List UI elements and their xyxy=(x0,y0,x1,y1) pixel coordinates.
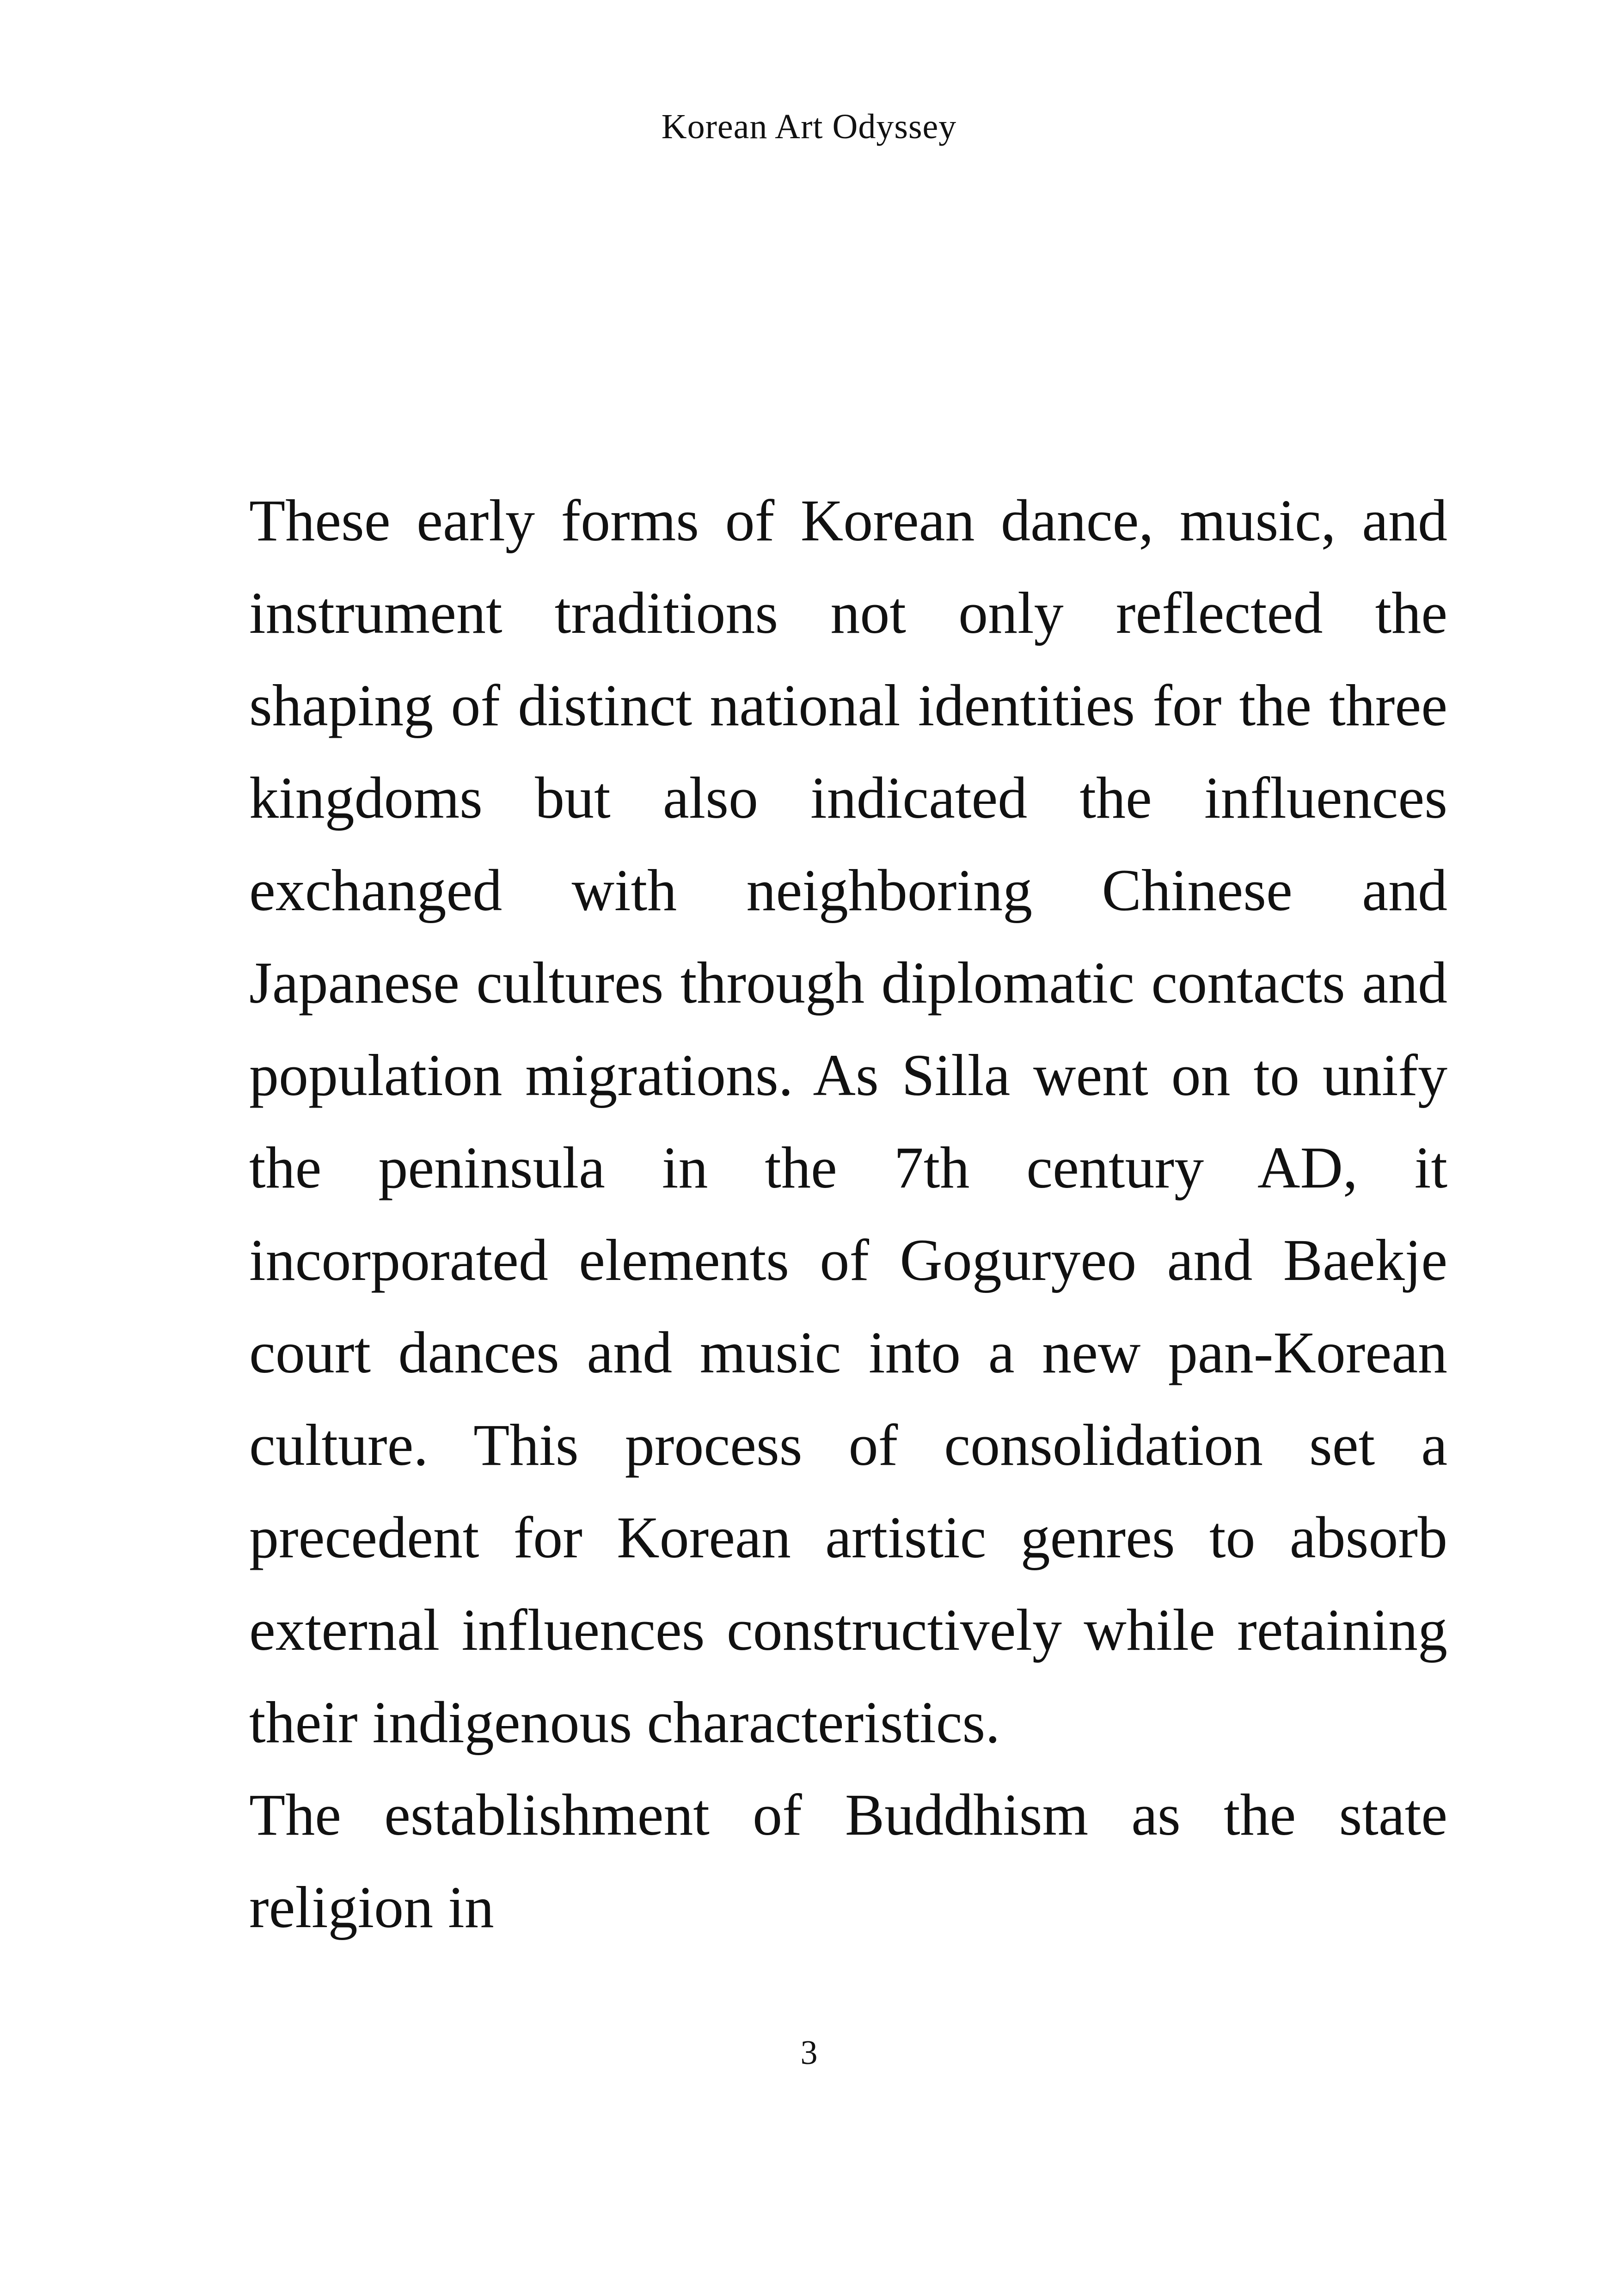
running-header: Korean Art Odyssey xyxy=(661,107,957,146)
body-paragraph-1: These early forms of Korean dance, music, and instrument traditions not only reflected the shaping of distinct national identities for the three kingdoms but also indicated the influences exchanged with neighboring Chinese and Japanese cultures through diplomatic contacts and population migrations. As Silla went on to unify the peninsula in the 7th century AD, it incorporated elements of Goguryeo and Baekje court dances and music into a new pan-Korean culture. This process of consolidation set a precedent for Korean artistic genres to absorb external influences constructively while retaining their indigenous characteristics. xyxy=(249,488,1447,1755)
page-number: 3 xyxy=(800,2034,818,2072)
body-paragraph-2: The establishment of Buddhism as the state religion in xyxy=(249,1782,1447,1940)
